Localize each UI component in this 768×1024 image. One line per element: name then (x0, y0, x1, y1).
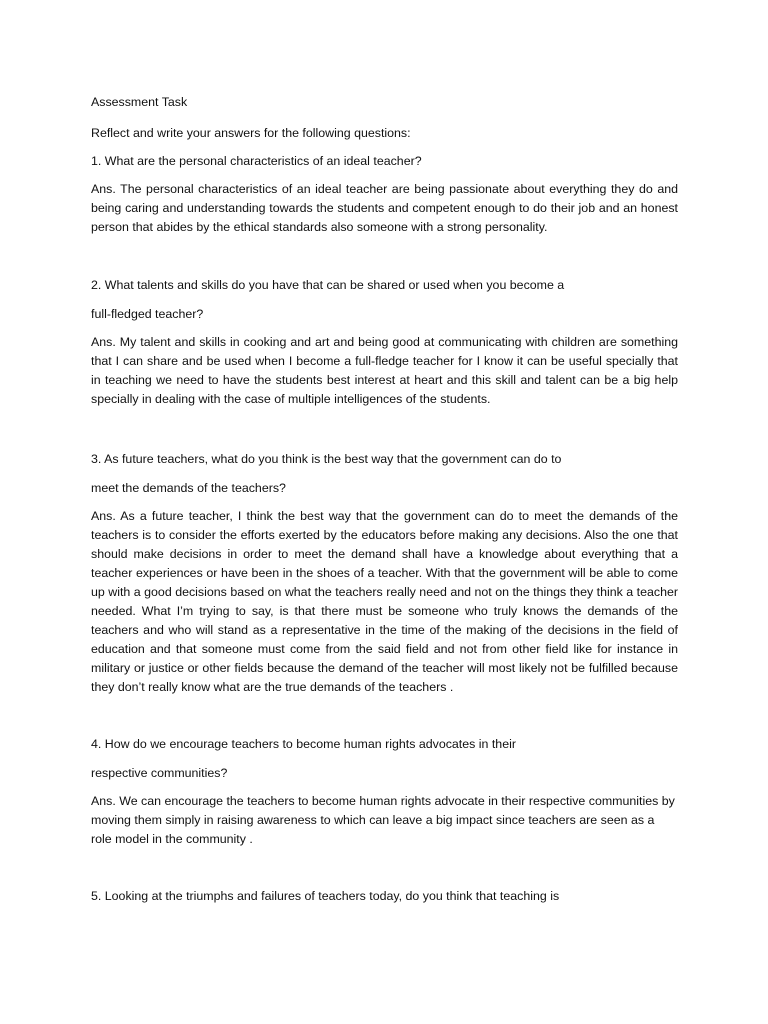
answer-1: Ans. The personal characteristics of an ideal teacher are being passionate about everything they do and being caring and understanding towards the students and competent enough to do their job and an honest person that abides by the ethical standards also someone with a strong personality. (91, 182, 678, 234)
instruction-text: Reflect and write your answers for the following questions: (91, 126, 411, 140)
question-4-line-2: respective communities? (91, 766, 228, 780)
answer-3: Ans. As a future teacher, I think the best way that the government can do to meet the demands of the teachers is to consider the efforts exerted by the educators before making any decisions. Also the one that should make decisions in order to meet the demand shall have a knowledge about everything that a teacher experiences or have been in the shoes of a teacher. With that the government will be able to come up with a good decisions based on what the teachers really need and not on the things they think a teacher needed. What I’m trying to say, is that there must be someone who truly knows the demands of the teachers and who will stand as a representative in the time of the making of the decisions in the field of education and that someone must come from the said field and not from other field like for instance in military or justice or other fields because the demand of the teacher will most likely not be fulfilled because they don’t really know what are the true demands of the teachers . (91, 509, 678, 694)
answer-2: Ans. My talent and skills in cooking and art and being good at communicating with children are something that I can share and be used when I become a full-fledge teacher for I know it can be useful specially that in teaching we need to have the students best interest at heart and this skill and talent can be a big help specially in dealing with the case of multiple intelligences of the students. (91, 335, 678, 406)
question-1: 1. What are the personal characteristics of an ideal teacher? (91, 154, 422, 168)
question-4-line-1: 4. How do we encourage teachers to become human rights advocates in their (91, 737, 516, 751)
question-2-line-1: 2. What talents and skills do you have that can be shared or used when you become a (91, 278, 565, 292)
question-3-line-2: meet the demands of the teachers? (91, 481, 286, 495)
answer-4: Ans. We can encourage the teachers to become human rights advocate in their respective communities by moving them simply in raising awareness to which can leave a big impact since teachers are seen as a role model in the community . (91, 794, 675, 846)
question-5-line-1: 5. Looking at the triumphs and failures of teachers today, do you think that teaching is (91, 889, 560, 903)
question-3-line-1: 3. As future teachers, what do you think is the best way that the government can do to (91, 452, 562, 466)
question-2-line-2: full-fledged teacher? (91, 307, 204, 321)
document-title: Assessment Task (91, 95, 188, 109)
